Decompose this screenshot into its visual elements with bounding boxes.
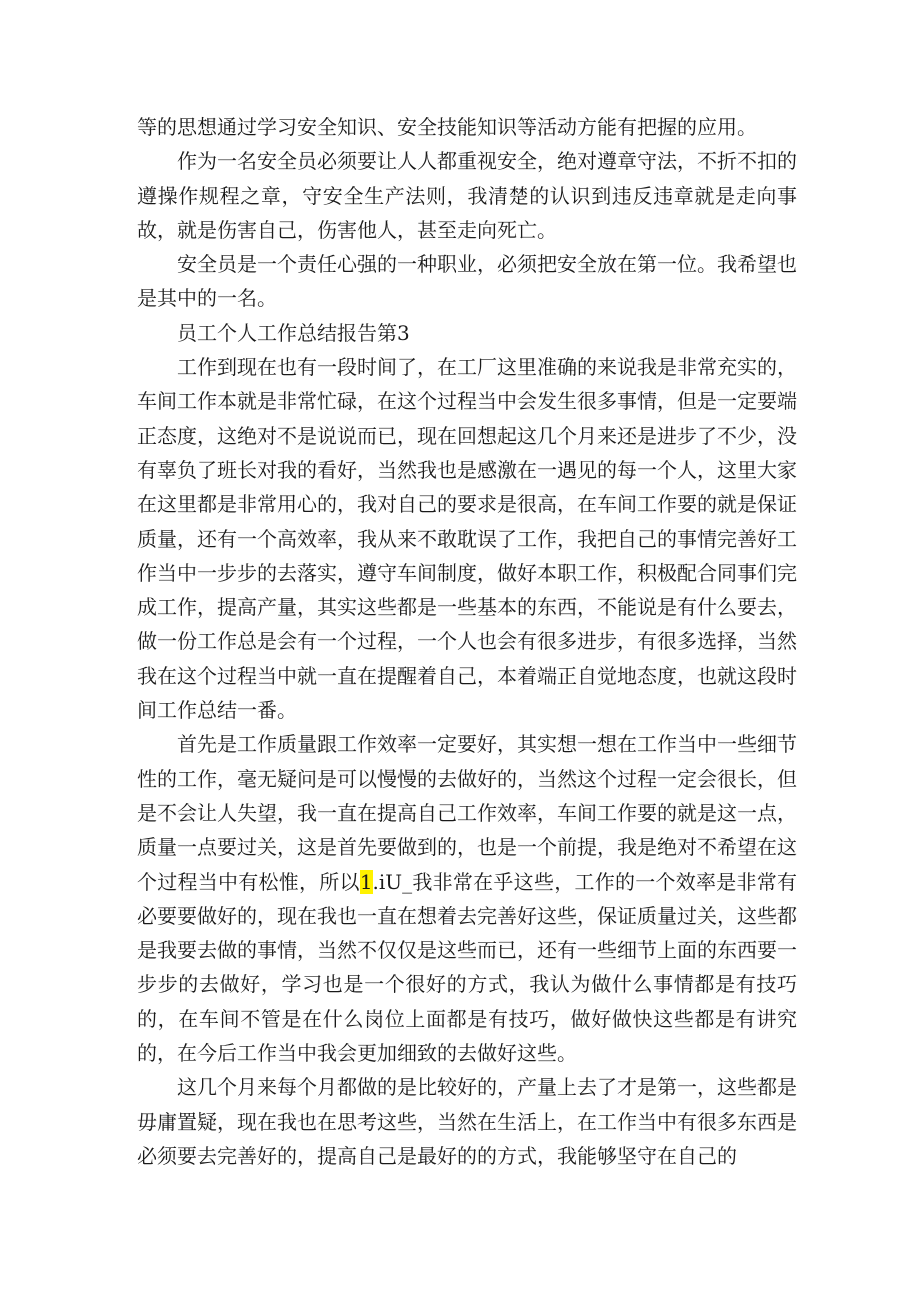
paragraph-2: 作为一名安全员必须要让人人都重视安全，绝对遵章守法，不折不扣的遵操作规程之章，守安全生产法则，我清楚的认识到违反违章就是走向事故，就是伤害自己，伤害他人，甚至走向死亡。 [137,149,797,242]
highlighted-text: 1 [359,869,373,894]
paragraph-5-text-before: 首先是工作质量跟工作效率一定要好，其实想一想在工作当中一些细节性的工作，毫无疑问是可以慢慢的去做好的，当然这个过程一定会很长，但是不会让人失望，我一直在提高自己工作效率，车间工作要的就是这一点，质量一点要过关，这是首先要做到的，也是一个前提，我是绝对不希望在这个过程当中有松惟，所以 [137,732,797,894]
paragraph-3: 安全员是一个责任心强的一种职业，必须把安全放在第一位。我希望也是其中的一名。 [137,252,797,311]
paragraph-4: 工作到现在也有一段时间了，在工厂这里准确的来说我是非常充实的，车间工作本就是非常忙碌，在这个过程当中会发生很多事情，但是一定要端正态度，这绝对不是说说而已，现在回想起这几个月来还是进步了不少，没有辜负了班长对我的看好，当然我也是感激在一遇见的每一个人，这里大家在这里都是非常用心的，我对自己的要求是很高，在车间工作要的就是保证质量，还有一个高效率，我从来不敢耽误了工作，我把自己的事情完善好工作当中一步步的去落实，遵守车间制度，做好本职工作，积极配合同事们完成工作，提高产量，其实这些都是一些基本的东西，不能说是有什么要去，做一份工作总是会有一个过程，一个人也会有很多进步，有很多选择，当然我在这个过程当中就一直在提醒着自己，本着端正自觉地态度，也就这段时间工作总结一番。 [137,355,797,723]
section-heading: 员工个人工作总结报告第3 [177,320,410,345]
paragraph-5-text-after: .iU_我非常在乎这些，工作的一个效率是非常有必要要做好的，现在我也一直在想着去完善好这些，保证质量过关，这些都是我要去做的事情，当然不仅仅是这些而已，还有一些细节上面的东西要一步步的去做好，学习也是一个很好的方式，我认为做什么事情都是有技巧的，在车间不管是在什么岗位上面都是有技巧，做好做快这些都是有讲究的，在今后工作当中我会更加细致的去做好这些。 [137,869,798,1066]
paragraph-5 [137,727,797,1070]
paragraph-6: 这几个月来每个月都做的是比较好的，产量上去了才是第一，这些都是毋庸置疑，现在我也在思考这些，当然在生活上，在工作当中有很多东西是必须要去完善好的，提高自己是最好的的方式，我能够坚守在自己的 [137,1075,797,1168]
document-body [137,110,797,1173]
paragraph-1: 等的思想通过学习安全知识、安全技能知识等活动方能有把握的应用。 [137,115,757,139]
